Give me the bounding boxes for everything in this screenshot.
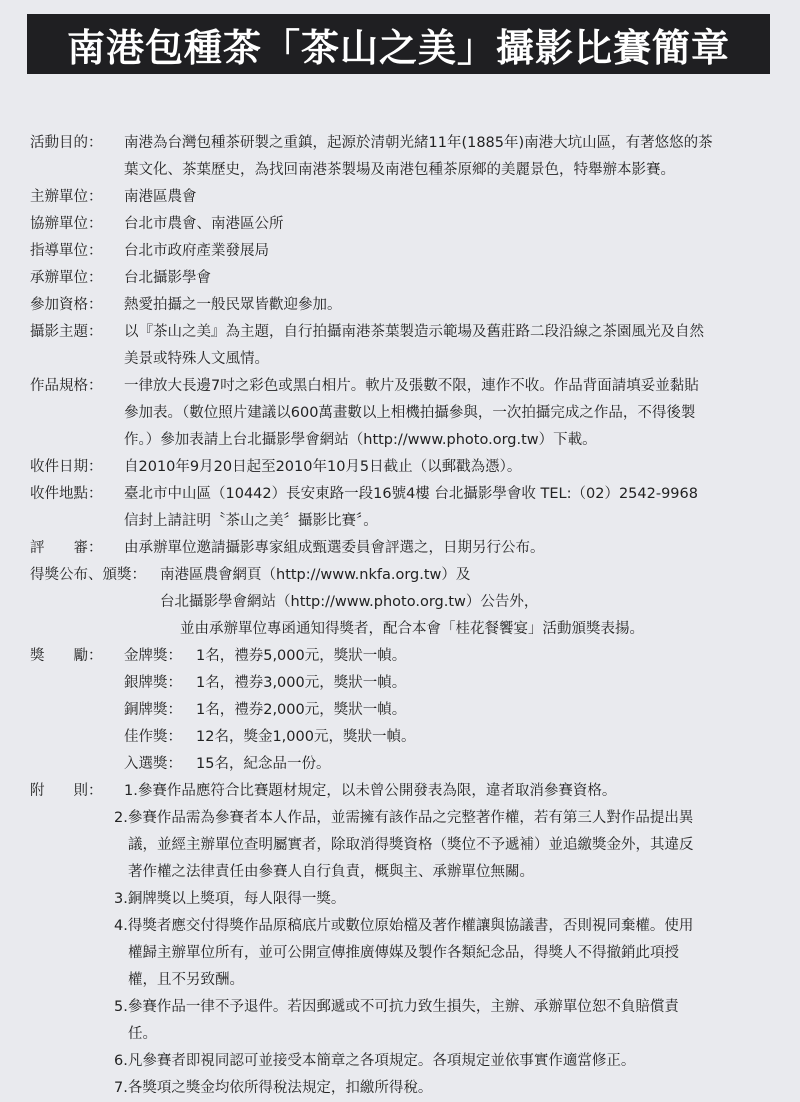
rule-item: 4.得獎者應交付得獎作品原稿底片或數位原始檔及著作權讓與協議書，否則視同棄權。使用 bbox=[114, 918, 694, 934]
rule-item: 1.參賽作品應符合比賽題材規定，以未曾公開發表為限，違者取消參賽資格。 bbox=[124, 783, 617, 799]
judging-value: 由承辦單位邀請攝影專家組成甄選委員會評選之，日期另行公布。 bbox=[124, 540, 545, 556]
purpose-line: 葉文化、茶葉歷史，為找回南港茶製場及南港包種茶原鄉的美麗景色，特舉辦本影賽。 bbox=[124, 162, 675, 178]
purpose-line: 南港為台灣包種茶研製之重鎮，起源於清朝光緒11年(1885年)南港大坑山區，有著悠悠的茶 bbox=[124, 135, 713, 151]
document-body bbox=[30, 130, 790, 1102]
award-name: 佳作獎： bbox=[124, 729, 182, 745]
supervisor-label: 指導單位： bbox=[30, 243, 103, 259]
award-name: 入選獎： bbox=[124, 756, 182, 772]
announce-section bbox=[30, 562, 790, 643]
spec-label: 作品規格： bbox=[30, 378, 103, 394]
awards-section bbox=[30, 643, 790, 778]
award-item bbox=[124, 724, 790, 751]
supervisor-section bbox=[30, 238, 790, 265]
address-line: 臺北市中山區（10442）長安東路一段16號4樓 台北攝影學會收 TEL:（02）2542-9968 bbox=[124, 486, 698, 502]
rule-line: 權，且不另致酬。 bbox=[128, 972, 244, 988]
rule-line: 任。 bbox=[128, 1026, 157, 1042]
purpose-label: 活動目的： bbox=[30, 135, 103, 151]
spec-section bbox=[30, 373, 790, 454]
title-banner bbox=[27, 14, 770, 74]
rule-item: 3.銅牌獎以上獎項，每人限得一獎。 bbox=[114, 891, 346, 907]
award-item bbox=[124, 670, 790, 697]
announce-line: 南港區農會網頁（http://www.nkfa.org.tw）及 bbox=[160, 567, 471, 583]
award-detail: 12名，獎金1,000元，獎狀一幀。 bbox=[196, 729, 416, 745]
rules-section bbox=[30, 778, 790, 1102]
announce-line: 並由承辦單位專函通知得獎者，配合本會「桂花餐饗宴」活動頒獎表揚。 bbox=[180, 621, 644, 637]
rules-label: 附 則： bbox=[30, 783, 103, 799]
eligibility-section bbox=[30, 292, 790, 319]
rule-item: 2.參賽作品需為參賽者本人作品，並需擁有該作品之完整著作權，若有第三人對作品提出異 bbox=[114, 810, 694, 826]
award-name: 金牌獎： bbox=[124, 648, 182, 664]
award-detail: 1名，禮券2,000元，獎狀一幀。 bbox=[196, 702, 407, 718]
coorganizer-section bbox=[30, 211, 790, 238]
eligibility-label: 參加資格： bbox=[30, 297, 103, 313]
rule-item: 7.各獎項之獎金均依所得稅法規定，扣繳所得稅。 bbox=[114, 1080, 433, 1096]
deadline-label: 收件日期： bbox=[30, 459, 103, 475]
executor-label: 承辦單位： bbox=[30, 270, 103, 286]
theme-line: 美景或特殊人文風情。 bbox=[124, 351, 269, 367]
rule-line: 著作權之法律責任由參賽人自行負責，概與主、承辦單位無關。 bbox=[128, 864, 534, 880]
rule-item: 6.凡參賽者即視同認可並接受本簡章之各項規定。各項規定並依事實作適當修正。 bbox=[114, 1053, 636, 1069]
address-section bbox=[30, 481, 790, 535]
award-detail: 15名，紀念品一份。 bbox=[196, 756, 331, 772]
spec-line: 作。）參加表請上台北攝影學會網站（http://www.photo.org.tw）下載。 bbox=[124, 432, 597, 448]
award-item bbox=[124, 643, 790, 670]
coorganizer-label: 協辦單位： bbox=[30, 216, 103, 232]
award-name: 銀牌獎： bbox=[124, 675, 182, 691]
eligibility-value: 熱愛拍攝之一般民眾皆歡迎參加。 bbox=[124, 297, 342, 313]
purpose-section bbox=[30, 130, 790, 184]
judging-section bbox=[30, 535, 790, 562]
award-detail: 1名，禮券3,000元，獎狀一幀。 bbox=[196, 675, 407, 691]
award-item bbox=[124, 751, 790, 778]
announce-line: 台北攝影學會網站（http://www.photo.org.tw）公告外， bbox=[160, 594, 539, 610]
deadline-section bbox=[30, 454, 790, 481]
spec-line: 一律放大長邊7吋之彩色或黑白相片。軟片及張數不限，連作不收。作品背面請填妥並黏貼 bbox=[124, 378, 699, 394]
rule-line: 權歸主辦單位所有，並可公開宣傳推廣傳媒及製作各類紀念品，得獎人不得撤銷此項授 bbox=[128, 945, 679, 961]
organizer-label: 主辦單位： bbox=[30, 189, 103, 205]
award-detail: 1名，禮券5,000元，獎狀一幀。 bbox=[196, 648, 407, 664]
address-line: 信封上請註明〝茶山之美〞攝影比賽〞。 bbox=[124, 513, 378, 529]
rule-item: 5.參賽作品一律不予退件。若因郵遞或不可抗力致生損失，主辦、承辦單位恕不負賠償責 bbox=[114, 999, 679, 1015]
page-title: 南港包種茶「茶山之美」攝影比賽簡章 bbox=[66, 25, 730, 70]
supervisor-value: 台北市政府產業發展局 bbox=[124, 243, 269, 259]
theme-label: 攝影主題： bbox=[30, 324, 103, 340]
organizer-section bbox=[30, 184, 790, 211]
organizer-value: 南港區農會 bbox=[124, 189, 197, 205]
address-label: 收件地點： bbox=[30, 486, 103, 502]
theme-section bbox=[30, 319, 790, 373]
announce-label: 得獎公布、頒獎： bbox=[30, 567, 146, 583]
rule-line: 議，並經主辦單位查明屬實者，除取消得獎資格（獎位不予遞補）並追繳獎金外，其違反 bbox=[128, 837, 694, 853]
deadline-value: 自2010年9月20日起至2010年10月5日截止（以郵戳為憑）。 bbox=[124, 459, 522, 475]
executor-section bbox=[30, 265, 790, 292]
theme-line: 以『茶山之美』為主題，自行拍攝南港茶葉製造示範場及舊莊路二段沿線之茶園風光及自然 bbox=[124, 324, 704, 340]
executor-value: 台北攝影學會 bbox=[124, 270, 211, 286]
spec-line: 參加表。（數位照片建議以600萬畫數以上相機拍攝參與，一次拍攝完成之作品，不得後製 bbox=[124, 405, 696, 421]
judging-label: 評 審： bbox=[30, 540, 103, 556]
awards-label: 獎 勵： bbox=[30, 648, 103, 664]
award-name: 銅牌獎： bbox=[124, 702, 182, 718]
award-item bbox=[124, 697, 790, 724]
coorganizer-value: 台北市農會、南港區公所 bbox=[124, 216, 284, 232]
